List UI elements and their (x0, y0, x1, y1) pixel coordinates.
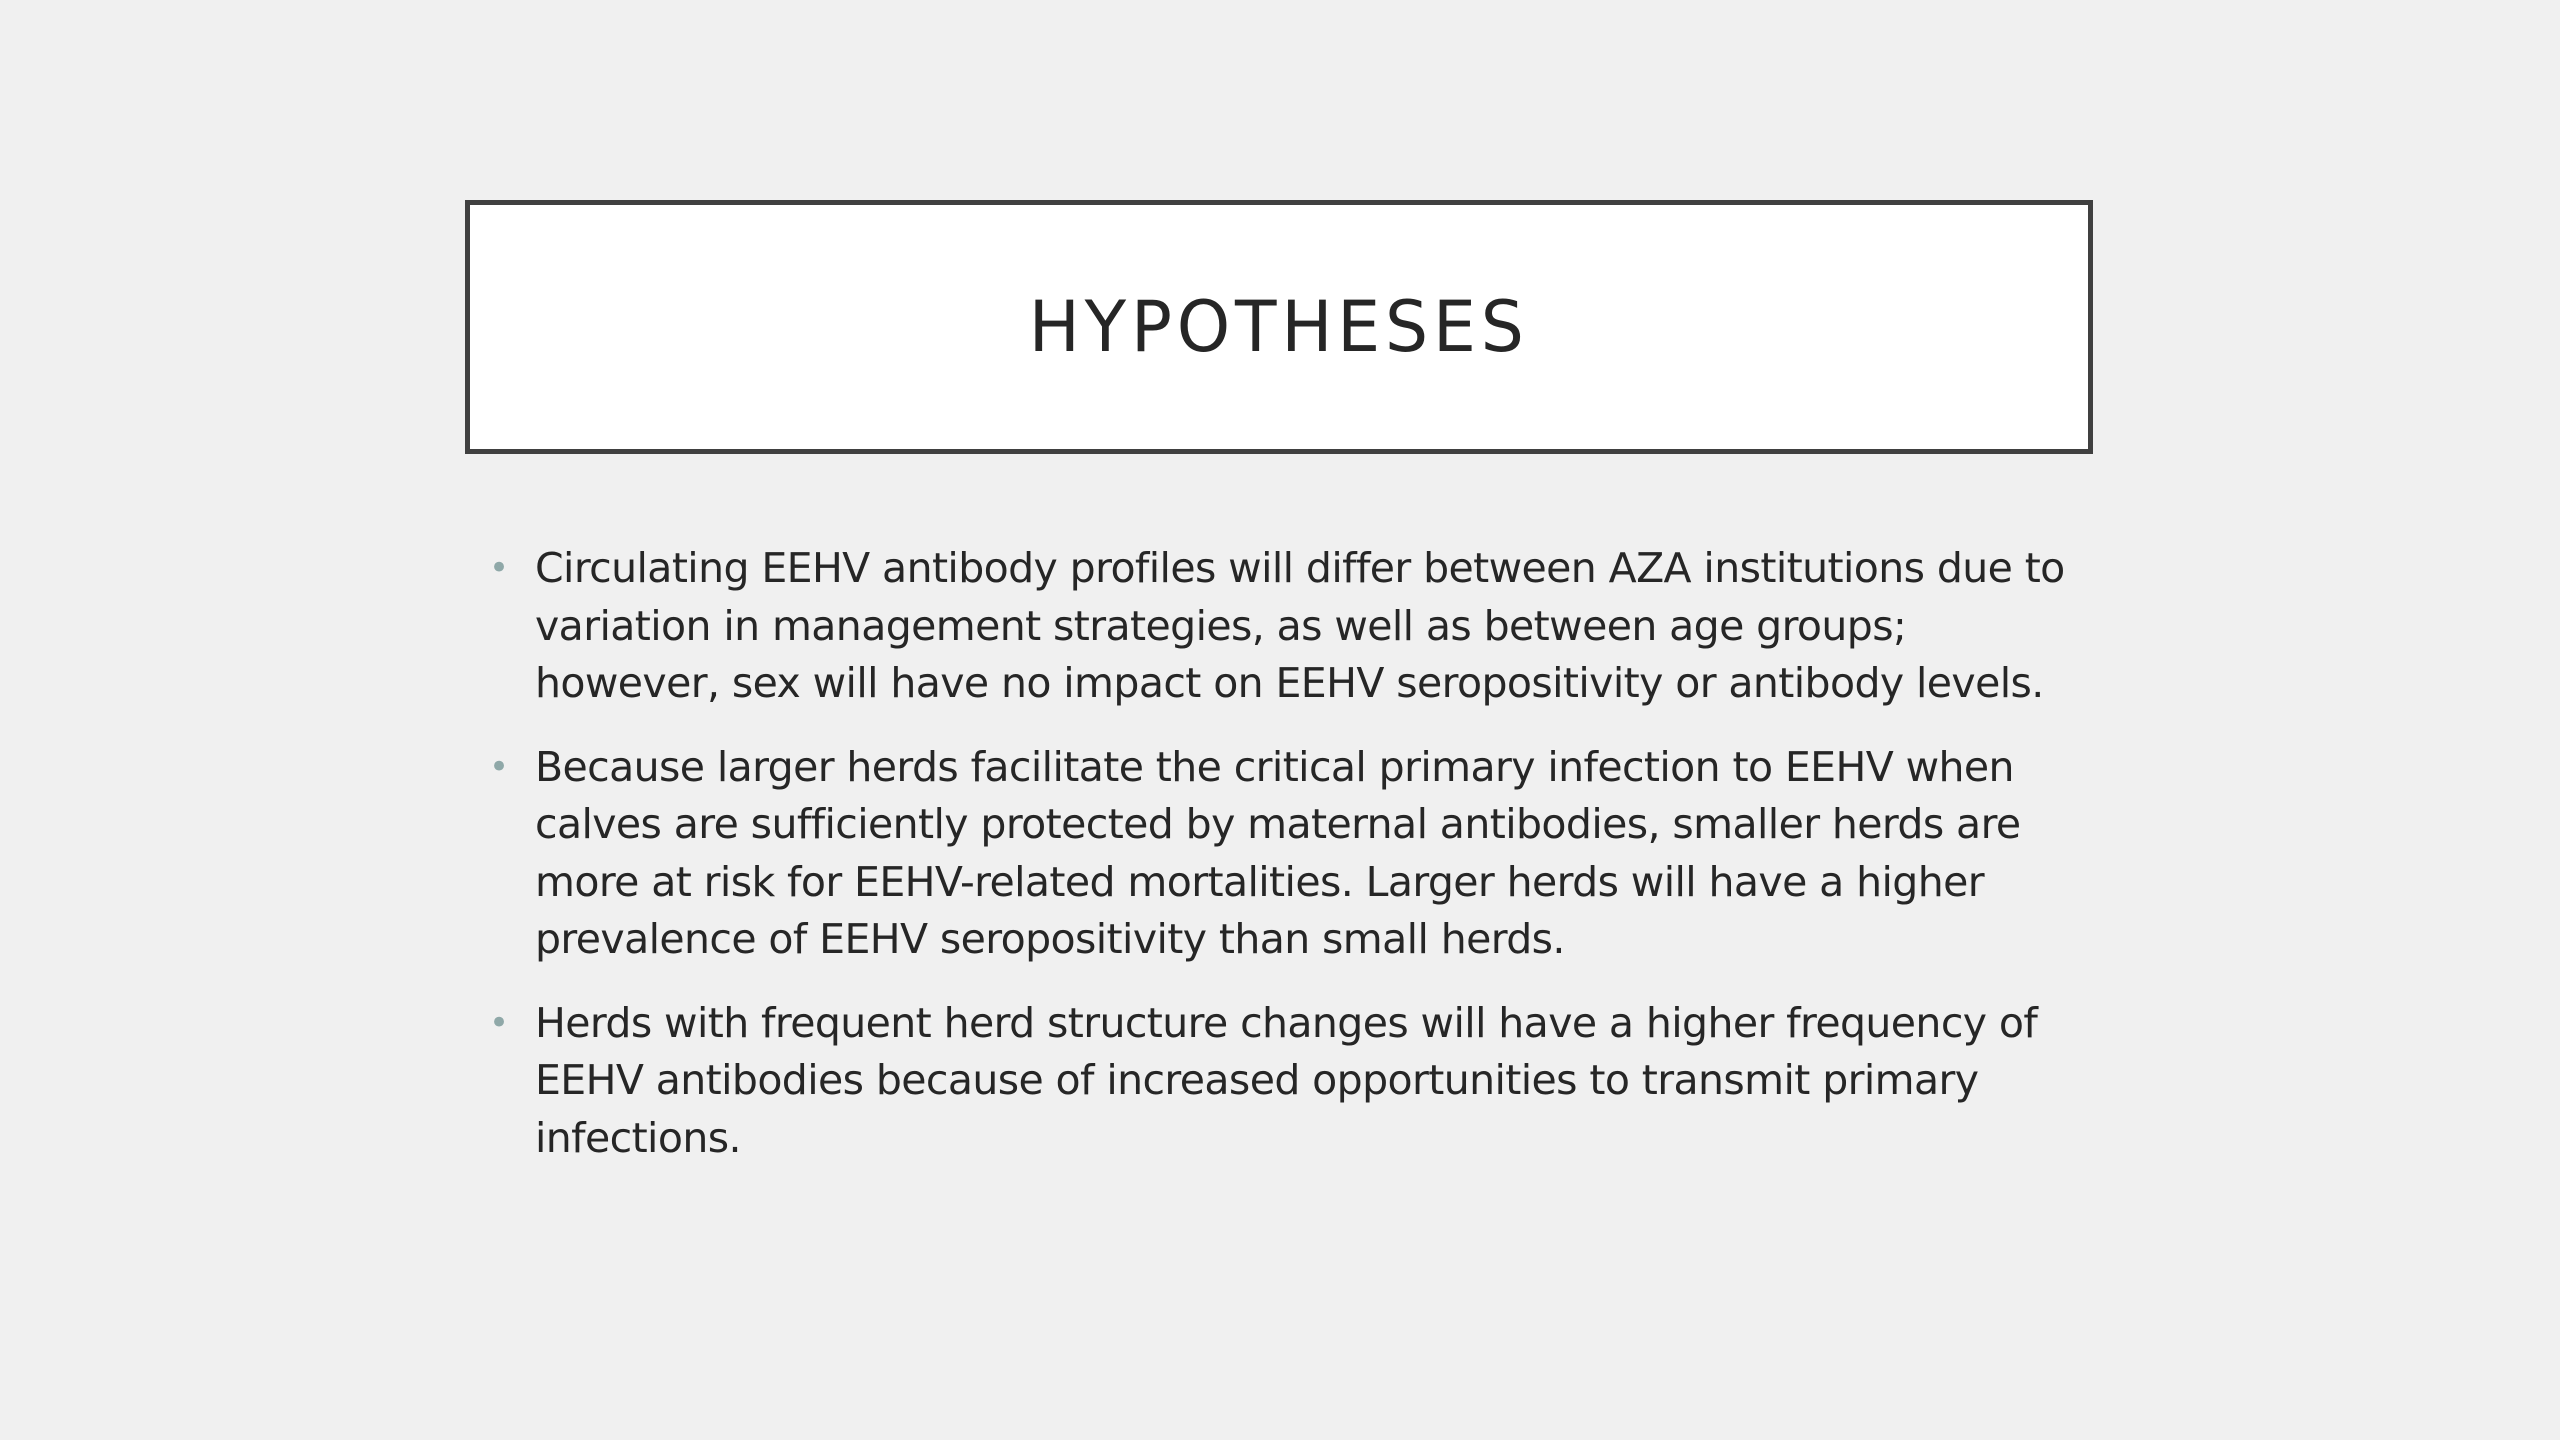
bullet-list (470, 540, 2090, 1193)
bullet-text: Herds with frequent herd structure changes will have a higher frequency of EEHV antibodies because of increased opportunities to transmit primary infections. (535, 998, 2038, 1162)
bullet-item (470, 739, 2090, 969)
bullet-marker-icon: • (489, 548, 509, 588)
bullet-item (470, 540, 2090, 713)
slide-title: HYPOTHESES (1029, 286, 1529, 368)
bullet-marker-icon: • (489, 1002, 509, 1043)
bullet-item (470, 995, 2090, 1168)
bullet-text: Circulating EEHV antibody profiles will differ between AZA institutions due to variation in management strategies, as well as between age groups; however, sex will have no impact on EEHV seropositivity or antibody levels. (535, 544, 2065, 707)
bullet-text: Because larger herds facilitate the critical primary infection to EEHV when calves are sufficiently protected by maternal antibodies, smaller herds are more at risk for EEHV-related mortalities. Larger herds will have a higher prevalence of EEHV seropositivity than small herds. (535, 742, 2021, 963)
bullet-marker-icon: • (489, 746, 509, 787)
title-box (465, 200, 2093, 454)
